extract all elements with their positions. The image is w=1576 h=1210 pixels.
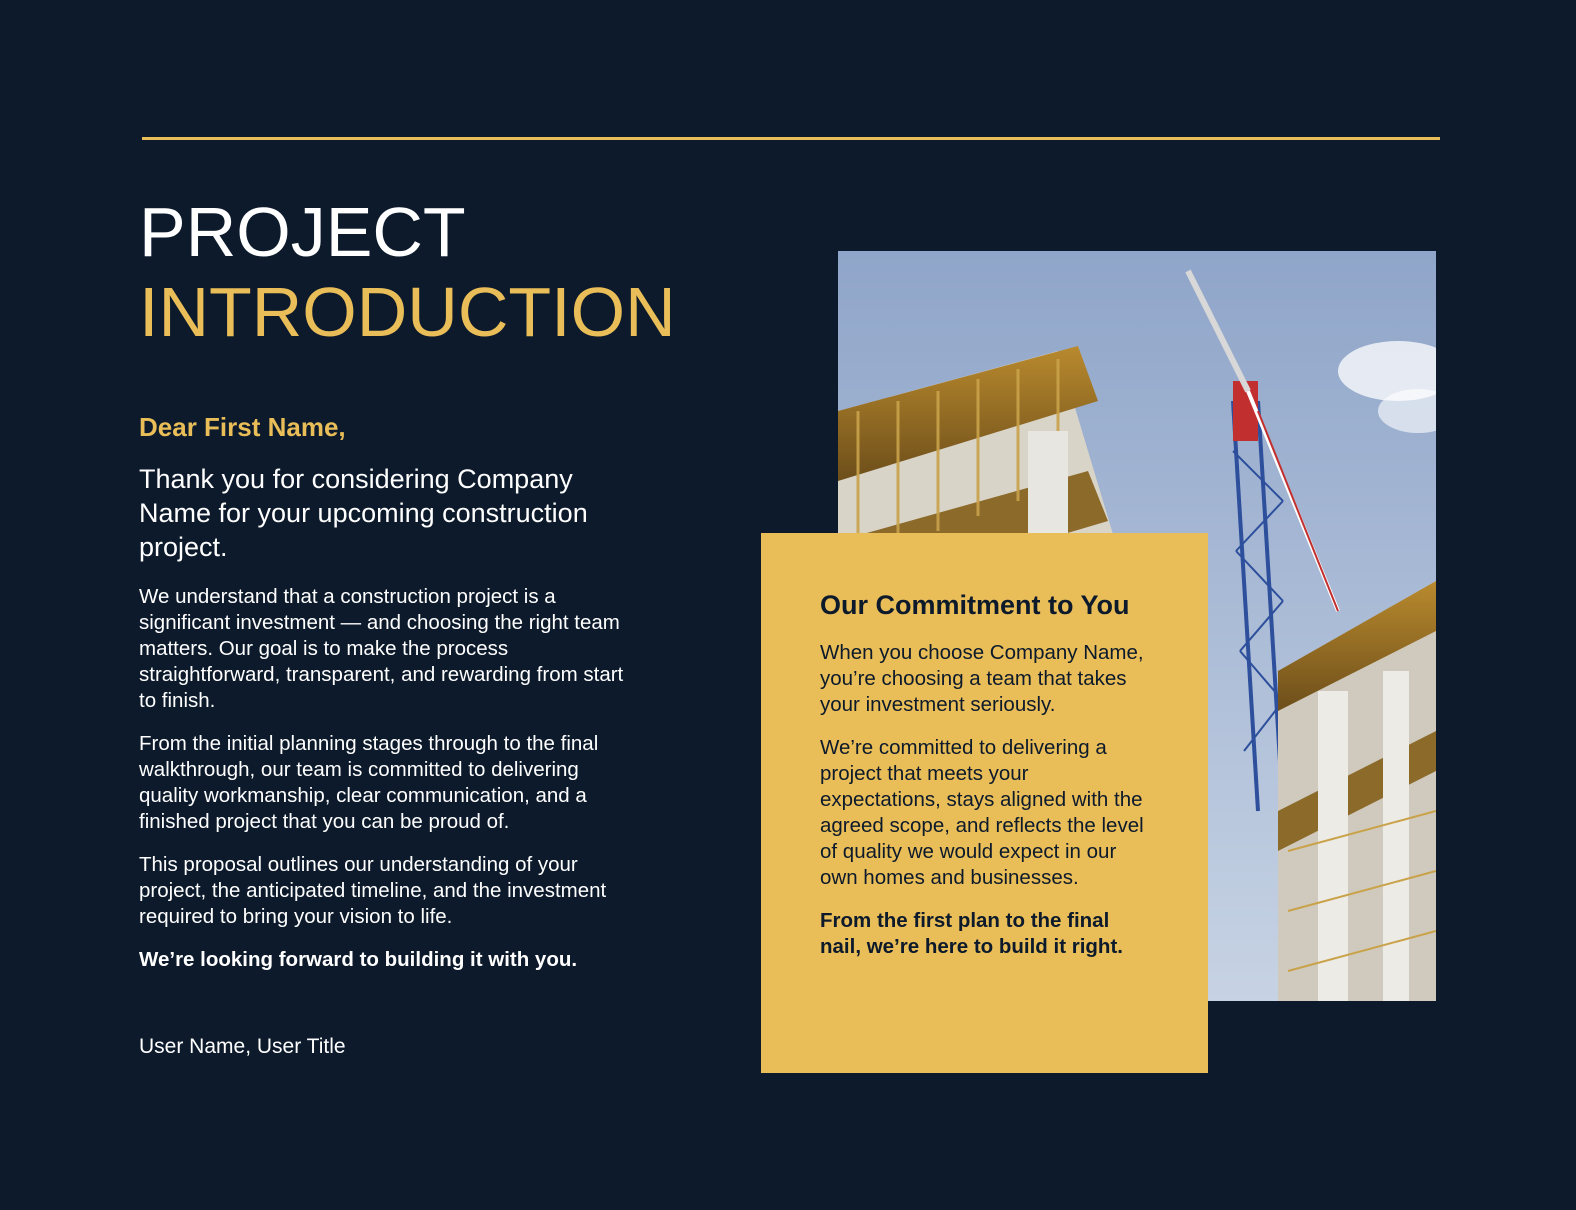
letter-body — [139, 410, 639, 990]
letter-lead: Thank you for considering Company Name for your upcoming construction project. — [139, 464, 588, 562]
letter-greeting: Dear First Name, — [139, 412, 346, 442]
commitment-paragraph-1: When you choose Company Name, you’re choosing a team that takes your investment seriously. — [820, 641, 1144, 716]
letter-paragraph-2: From the initial planning stages through to the final walkthrough, our team is committed to delivering quality workmanship, clear communication, and a finished project that you can be proud of. — [139, 732, 599, 833]
top-divider — [142, 137, 1440, 140]
commitment-card — [761, 533, 1208, 1073]
commitment-closing: From the first plan to the final nail, we’re here to build it right. — [820, 909, 1123, 958]
letter-closing: We’re looking forward to building it with you. — [139, 948, 578, 971]
letter-paragraph-1: We understand that a construction project is a significant investment — and choosing the right team matters. Our goal is to make the process straightforward, transparent, and rewarding from start to finish. — [139, 585, 624, 712]
commitment-title: Our Commitment to You — [820, 590, 1130, 620]
commitment-paragraph-2: We’re committed to delivering a project that meets your expectations, stays aligned with the agreed scope, and reflects the level of quality we would expect in our own homes and businesses. — [820, 736, 1144, 889]
title-line-introduction: INTRODUCTION — [139, 273, 676, 351]
page-title — [139, 192, 676, 352]
letter-paragraph-3: This proposal outlines our understanding of your project, the anticipated timeline, and the investment required to bring your vision to life. — [139, 853, 607, 928]
title-line-project: PROJECT — [139, 193, 466, 271]
letter-signature: User Name, User Title — [139, 1035, 346, 1058]
